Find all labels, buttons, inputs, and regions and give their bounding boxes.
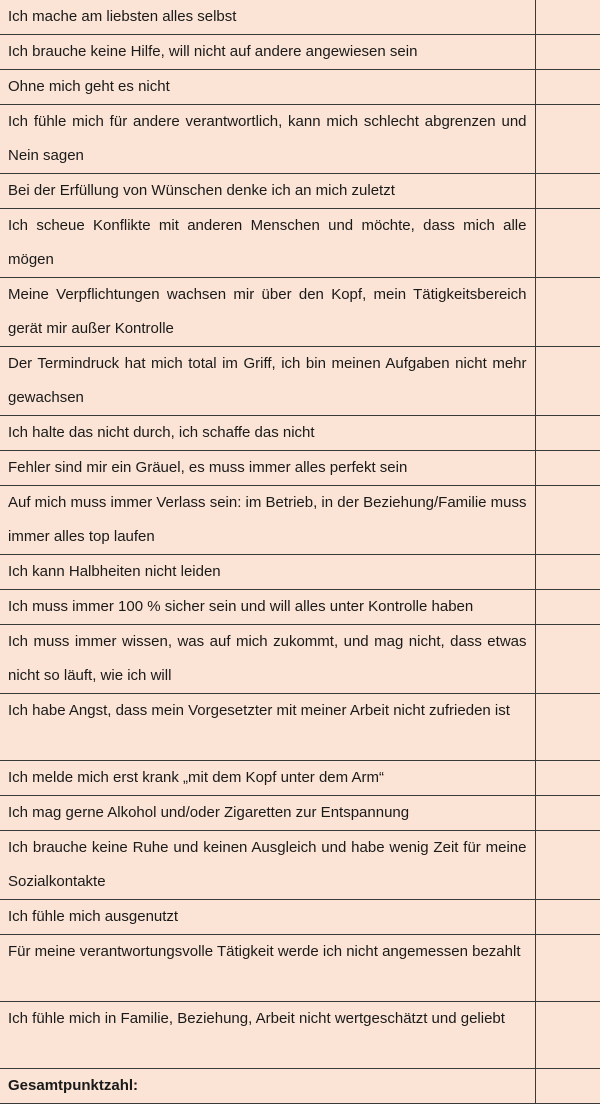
checklist-row xyxy=(0,900,600,935)
statement-text: Der Termindruck hat mich total im Griff, ich bin meinen Aufgaben nicht mehr gewachsen xyxy=(0,347,535,416)
score-cell[interactable] xyxy=(535,209,600,278)
checklist-row xyxy=(0,416,600,451)
statement-text: Ich brauche keine Ruhe und keinen Ausgleich und habe wenig Zeit für meine Sozialkontakte xyxy=(0,831,535,900)
statement-text: Ich halte das nicht durch, ich schaffe das nicht xyxy=(0,416,535,451)
checklist-row xyxy=(0,625,600,694)
statement-text: Für meine verantwortungsvolle Tätigkeit werde ich nicht angemessen bezahlt xyxy=(0,935,535,1002)
statement-text: Bei der Erfüllung von Wünschen denke ich an mich zuletzt xyxy=(0,174,535,209)
score-cell[interactable] xyxy=(535,694,600,761)
statement-text: Ich scheue Konflikte mit anderen Menschen und möchte, dass mich alle mögen xyxy=(0,209,535,278)
checklist-row xyxy=(0,209,600,278)
statement-text: Ich muss immer 100 % sicher sein und will alles unter Kontrolle haben xyxy=(0,590,535,625)
score-cell[interactable] xyxy=(535,1002,600,1069)
score-cell[interactable] xyxy=(535,900,600,935)
statement-text: Ich muss immer wissen, was auf mich zukommt, und mag nicht, dass etwas nicht so läuft, wie ich will xyxy=(0,625,535,694)
statement-text: Fehler sind mir ein Gräuel, es muss immer alles perfekt sein xyxy=(0,451,535,486)
checklist-row xyxy=(0,1002,600,1069)
statement-text: Ich mag gerne Alkohol und/oder Zigaretten zur Entspannung xyxy=(0,796,535,831)
statement-text: Ich brauche keine Hilfe, will nicht auf andere angewiesen sein xyxy=(0,35,535,70)
checklist-row xyxy=(0,796,600,831)
statement-text: Auf mich muss immer Verlass sein: im Betrieb, in der Beziehung/Familie muss immer alles top laufen xyxy=(0,486,535,555)
checklist-row xyxy=(0,831,600,900)
statement-text: Ich fühle mich für andere verantwortlich, kann mich schlecht abgrenzen und Nein sagen xyxy=(0,105,535,174)
statement-text: Ich kann Halbheiten nicht leiden xyxy=(0,555,535,590)
statement-text: Ohne mich geht es nicht xyxy=(0,70,535,105)
statement-text: Ich fühle mich ausgenutzt xyxy=(0,900,535,935)
statement-text: Meine Verpflichtungen wachsen mir über den Kopf, mein Tätigkeitsbereich gerät mir außer Kontrolle xyxy=(0,278,535,347)
statement-text: Ich melde mich erst krank „mit dem Kopf unter dem Arm“ xyxy=(0,761,535,796)
checklist-row xyxy=(0,70,600,105)
total-score-cell[interactable] xyxy=(535,1069,600,1104)
score-cell[interactable] xyxy=(535,625,600,694)
checklist-row xyxy=(0,761,600,796)
statement-text: Ich habe Angst, dass mein Vorgesetzter mit meiner Arbeit nicht zufrieden ist xyxy=(0,694,535,761)
statement-text: Ich fühle mich in Familie, Beziehung, Arbeit nicht wertgeschätzt und geliebt xyxy=(0,1002,535,1069)
score-cell[interactable] xyxy=(535,590,600,625)
score-cell[interactable] xyxy=(535,451,600,486)
checklist-row xyxy=(0,105,600,174)
score-cell[interactable] xyxy=(535,486,600,555)
checklist-row xyxy=(0,486,600,555)
score-cell[interactable] xyxy=(535,278,600,347)
checklist-row xyxy=(0,278,600,347)
checklist-row xyxy=(0,0,600,35)
score-cell[interactable] xyxy=(535,831,600,900)
score-cell[interactable] xyxy=(535,796,600,831)
score-cell[interactable] xyxy=(535,416,600,451)
score-cell[interactable] xyxy=(535,105,600,174)
score-cell[interactable] xyxy=(535,35,600,70)
checklist-row xyxy=(0,694,600,761)
total-label: Gesamtpunktzahl: xyxy=(0,1069,535,1104)
score-cell[interactable] xyxy=(535,555,600,590)
score-cell[interactable] xyxy=(535,935,600,1002)
checklist-row xyxy=(0,555,600,590)
checklist-row xyxy=(0,590,600,625)
checklist-row xyxy=(0,935,600,1002)
score-cell[interactable] xyxy=(535,174,600,209)
score-cell[interactable] xyxy=(535,347,600,416)
score-cell[interactable] xyxy=(535,0,600,35)
total-row xyxy=(0,1069,600,1104)
checklist-row xyxy=(0,347,600,416)
checklist-row xyxy=(0,174,600,209)
score-cell[interactable] xyxy=(535,70,600,105)
checklist-row xyxy=(0,35,600,70)
score-cell[interactable] xyxy=(535,761,600,796)
checklist-row xyxy=(0,451,600,486)
statement-text: Ich mache am liebsten alles selbst xyxy=(0,0,535,35)
